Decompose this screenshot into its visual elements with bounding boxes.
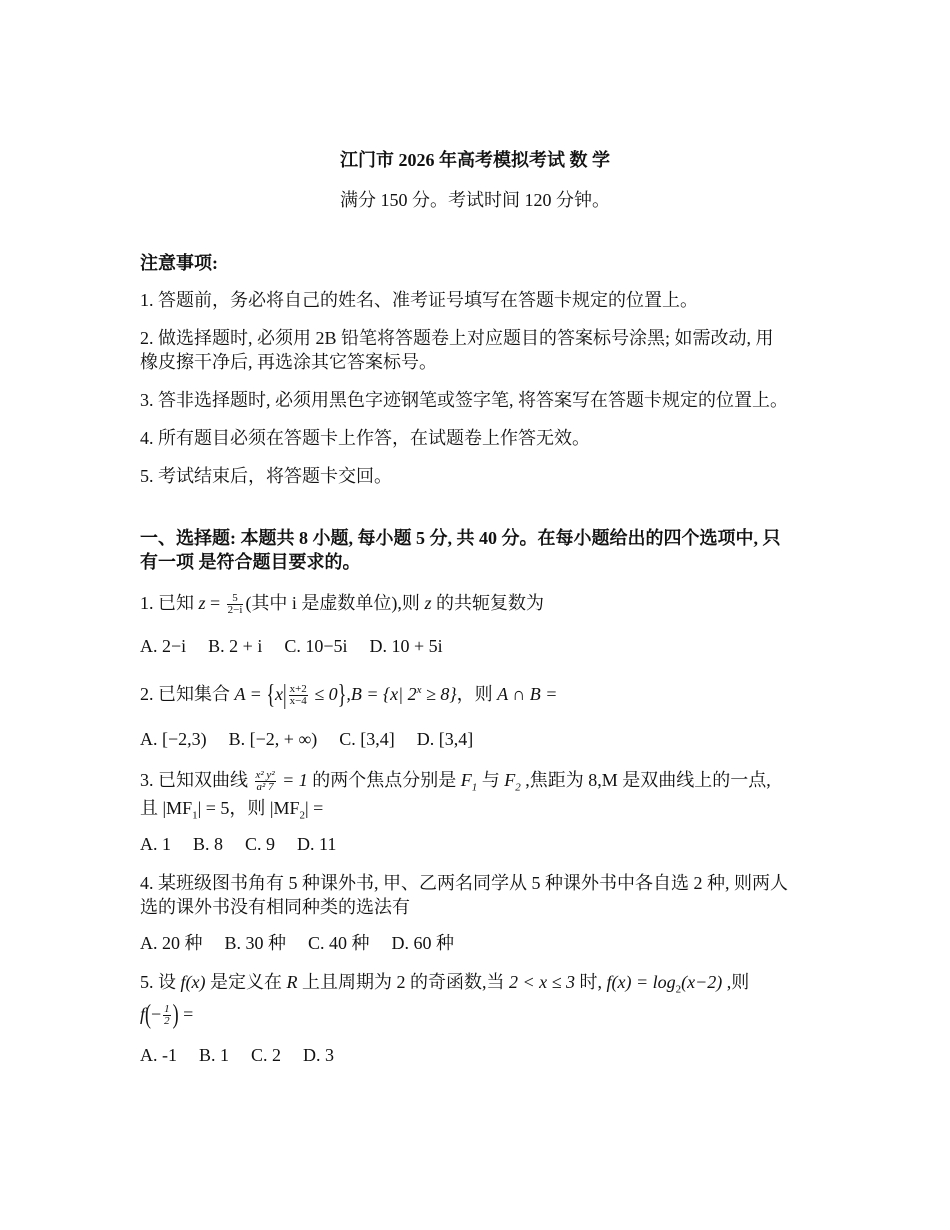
question-3-cont: 且 $|MF_1| = 5$，则 $|MF_2|$ = [140, 798, 324, 822]
option-a: A. 2−i [140, 636, 187, 656]
fraction: $\frac{\text{x² y²}}{\text{a² 7}}$ [255, 769, 275, 794]
option-d: D. [3,4] [416, 729, 474, 749]
question-2-options [140, 727, 820, 751]
option-c: C. 10−5i [284, 636, 348, 656]
question-5-cont: f(− $\frac{1}{2}$ ) = [140, 999, 194, 1029]
option-b: B. [−2, + ∞) [228, 729, 318, 749]
question-4-cont: 选的课外书没有相同种类的选法有 [140, 897, 410, 917]
exam-title: 江门市 2026 年高考模拟考试 数 学 [340, 150, 610, 170]
option-c: C. 9 [245, 834, 276, 854]
question-3-options [140, 832, 820, 856]
option-d: D. 3 [303, 1045, 335, 1065]
question-3: 3. 已知双曲线 $\frac{\text{x² y²}}{\text{a² 7}}$ = 1 的两个焦点分别是 $F_1$ 与 $F_2$ ,焦距为 8,M 是双曲线上的一点, [140, 769, 771, 794]
fraction: $\frac{1}{2}$ [164, 1003, 170, 1028]
question-1: 1. 已知 z = $\frac{5}{2-i}$ (其中 i 是虚数单位),则 z 的共轭复数为 [140, 592, 544, 617]
option-d: D. 60 种 [391, 933, 455, 953]
question-1-options [140, 634, 820, 658]
notice-item: 2. 做选择题时, 必须用 2B 铅笔将答题卷上对应题目的答案标号涂黑; 如需改动, 用 [140, 328, 774, 348]
option-a: A. -1 [140, 1045, 177, 1065]
option-a: A. 1 [140, 834, 171, 854]
exam-subtitle: 满分 150 分。考试时间 120 分钟。 [340, 190, 610, 210]
question-2: 2. 已知集合 A = {x| $\frac{x+2}{x-4}$ ≤ 0},B = {x| $2^x \ge 8$}，则 A ∩ B = [140, 679, 558, 709]
option-c: C. [3,4] [339, 729, 395, 749]
option-b: B. 8 [193, 834, 224, 854]
option-a: A. 20 种 [140, 933, 203, 953]
notice-heading: 注意事项: [140, 253, 218, 273]
section-heading-cont: 有一项 是符合题目要求的。 [140, 552, 361, 572]
fraction: $\frac{x+2}{x-4}$ [289, 683, 307, 708]
question-5-options [140, 1043, 820, 1067]
notice-item: 5. 考试结束后，将答题卡交回。 [140, 466, 392, 486]
option-c: C. 2 [251, 1045, 282, 1065]
fraction: $\frac{5}{2-i}$ [227, 592, 243, 617]
notice-item: 4. 所有题目必须在答题卡上作答，在试题卷上作答无效。 [140, 428, 590, 448]
section-heading: 一、选择题: 本题共 8 小题, 每小题 5 分, 共 40 分。在每小题给出的四个选项中, 只 [140, 528, 781, 548]
option-b: B. 30 种 [224, 933, 287, 953]
option-c: C. 40 种 [308, 933, 370, 953]
question-4: 4. 某班级图书角有 5 种课外书, 甲、乙两名同学从 5 种课外书中各自选 2 种, 则两人 [140, 873, 788, 893]
option-b: B. 1 [199, 1045, 230, 1065]
question-4-options [140, 931, 820, 955]
notice-item: 1. 答题前，务必将自己的姓名、准考证号填写在答题卡规定的位置上。 [140, 290, 698, 310]
option-a: A. [−2,3) [140, 729, 207, 749]
option-d: D. 10 + 5i [369, 636, 443, 656]
option-b: B. 2 + i [208, 636, 263, 656]
notice-item: 橡皮擦干净后, 再选涂其它答案标号。 [140, 352, 437, 372]
notice-item: 3. 答非选择题时, 必须用黑色字迹钢笔或签字笔, 将答案写在答题卡规定的位置上。 [140, 390, 788, 410]
question-5: 5. 设 f(x) 是定义在 R 上且周期为 2 的奇函数,当 2 < x ≤ 3 时, $f(x) = \log_2(x-2)$ ,则 [140, 972, 750, 996]
option-d: D. 11 [297, 834, 337, 854]
